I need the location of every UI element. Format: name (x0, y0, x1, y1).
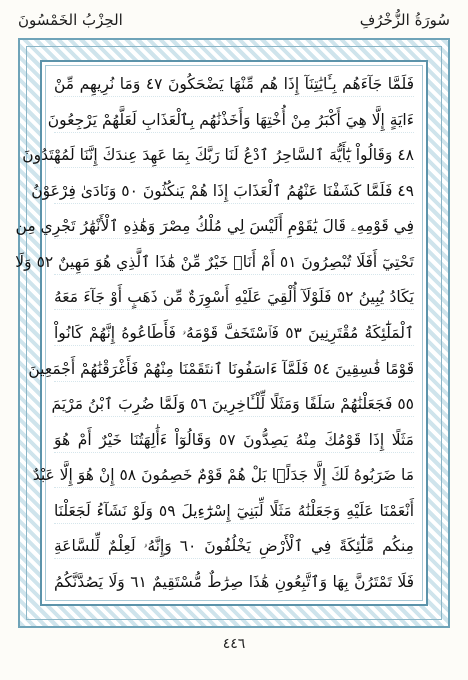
verse-line: مَا ضَرَبُوهُ لَكَ إِلَّا جَدَلًۢا بَلْ هُمْ قَوْمٌ خَصِمُونَ ٥٨ إِنْ هُوَ إِلَّا عَبْدٌ (54, 463, 414, 488)
page-header (18, 8, 450, 32)
surah-title: سُورَةُ الزُّخْرُفِ (359, 11, 450, 29)
verse-line: مِنكُم مَّلَٰٓئِكَةً فِي ٱلْأَرْضِ يَخْلُفُونَ ٦٠ وَإِنَّهُۥ لَعِلْمٌ لِّلسَّاعَةِ (54, 534, 414, 559)
verse-line: قَوْمًا فَٰسِقِينَ ٥٤ فَلَمَّآ ءَاسَفُونَا ٱنتَقَمْنَا مِنْهُمْ فَأَغْرَقْنَٰهُمْ أَجْمَعِينَ (54, 357, 414, 382)
verse-line: أَنْعَمْنَا عَلَيْهِ وَجَعَلْنَٰهُ مَثَلًا لِّبَنِيٓ إِسْرَٰٓءِيلَ ٥٩ وَلَوْ نَشَآءُ لَجَعَلْنَا (54, 499, 414, 524)
verse-lines (15, 72, 415, 594)
verse-line: ءَايَةٍ إِلَّا هِيَ أَكْبَرُ مِنْ أُخْتِهَا وَأَخَذْنَٰهُم بِٱلْعَذَابِ لَعَلَّهُمْ يَرْجِعُونَ (54, 108, 414, 133)
text-panel (15, 60, 428, 606)
verse-line: ٤٩ فَلَمَّا كَشَفْنَا عَنْهُمُ ٱلْعَذَابَ إِذَا هُمْ يَنكُثُونَ ٥٠ وَنَادَىٰ فِرْعَوْنُ (54, 179, 414, 204)
verse-line: ٥٥ فَجَعَلْنَٰهُمْ سَلَفًا وَمَثَلًا لِّلْـَٔاخِرِينَ ٥٦ وَلَمَّا ضُرِبَ ٱبْنُ مَرْيَمَ (54, 392, 414, 417)
verse-line: فَلَمَّا جَآءَهُم بِـَٔايَٰتِنَآ إِذَا هُم مِّنْهَا يَضْحَكُونَ ٤٧ وَمَا نُرِيهِم مِّنْ (54, 72, 414, 97)
verse-line: فَلَا تَمْتَرُنَّ بِهَا وَٱتَّبِعُونِ هَٰذَا صِرَٰطٌ مُّسْتَقِيمٌ ٦١ وَلَا يَصُدَّنَّكُمُ (54, 572, 414, 591)
verse-line: ٤٨ وَقَالُواْ يَٰٓأَيُّهَ ٱلسَّاحِرُ ٱدْعُ لَنَا رَبَّكَ بِمَا عَهِدَ عِندَكَ إِنَّنَا لَمُهْتَدُونَ (54, 143, 414, 168)
verse-line: فِي قَوْمِهِۦ قَالَ يَٰقَوْمِ أَلَيْسَ لِي مُلْكُ مِصْرَ وَهَٰذِهِ ٱلْأَنْهَٰرُ تَجْرِي مِن (54, 214, 414, 239)
verse-line: يَكَادُ يُبِينُ ٥٢ فَلَوْلَآ أُلْقِيَ عَلَيْهِ أَسْوِرَةٌ مِّن ذَهَبٍ أَوْ جَآءَ مَعَهُ (54, 285, 414, 310)
page-number: ٤٤٦ (222, 636, 246, 652)
verse-line: تَحْتِيٓ أَفَلَا تُبْصِرُونَ ٥١ أَمْ أَنَا۠ خَيْرٌ مِّنْ هَٰذَا ٱلَّذِي هُوَ مَهِينٌ ٥٢ وَلَا (54, 250, 414, 275)
ornamental-border (15, 38, 450, 628)
hizb-title: الحِزْبُ الخَمْسُونَ (18, 11, 123, 29)
verse-line: مَثَلًا إِذَا قَوْمُكَ مِنْهُ يَصِدُّونَ ٥٧ وَقَالُوٓاْ ءَأَٰلِهَتُنَا خَيْرٌ أَمْ هُوَ (54, 428, 414, 453)
verse-line: ٱلْمَلَٰٓئِكَةُ مُقْتَرِنِينَ ٥٣ فَٱسْتَخَفَّ قَوْمَهُۥ فَأَطَاعُوهُ إِنَّهُمْ كَانُواْ (54, 321, 414, 346)
